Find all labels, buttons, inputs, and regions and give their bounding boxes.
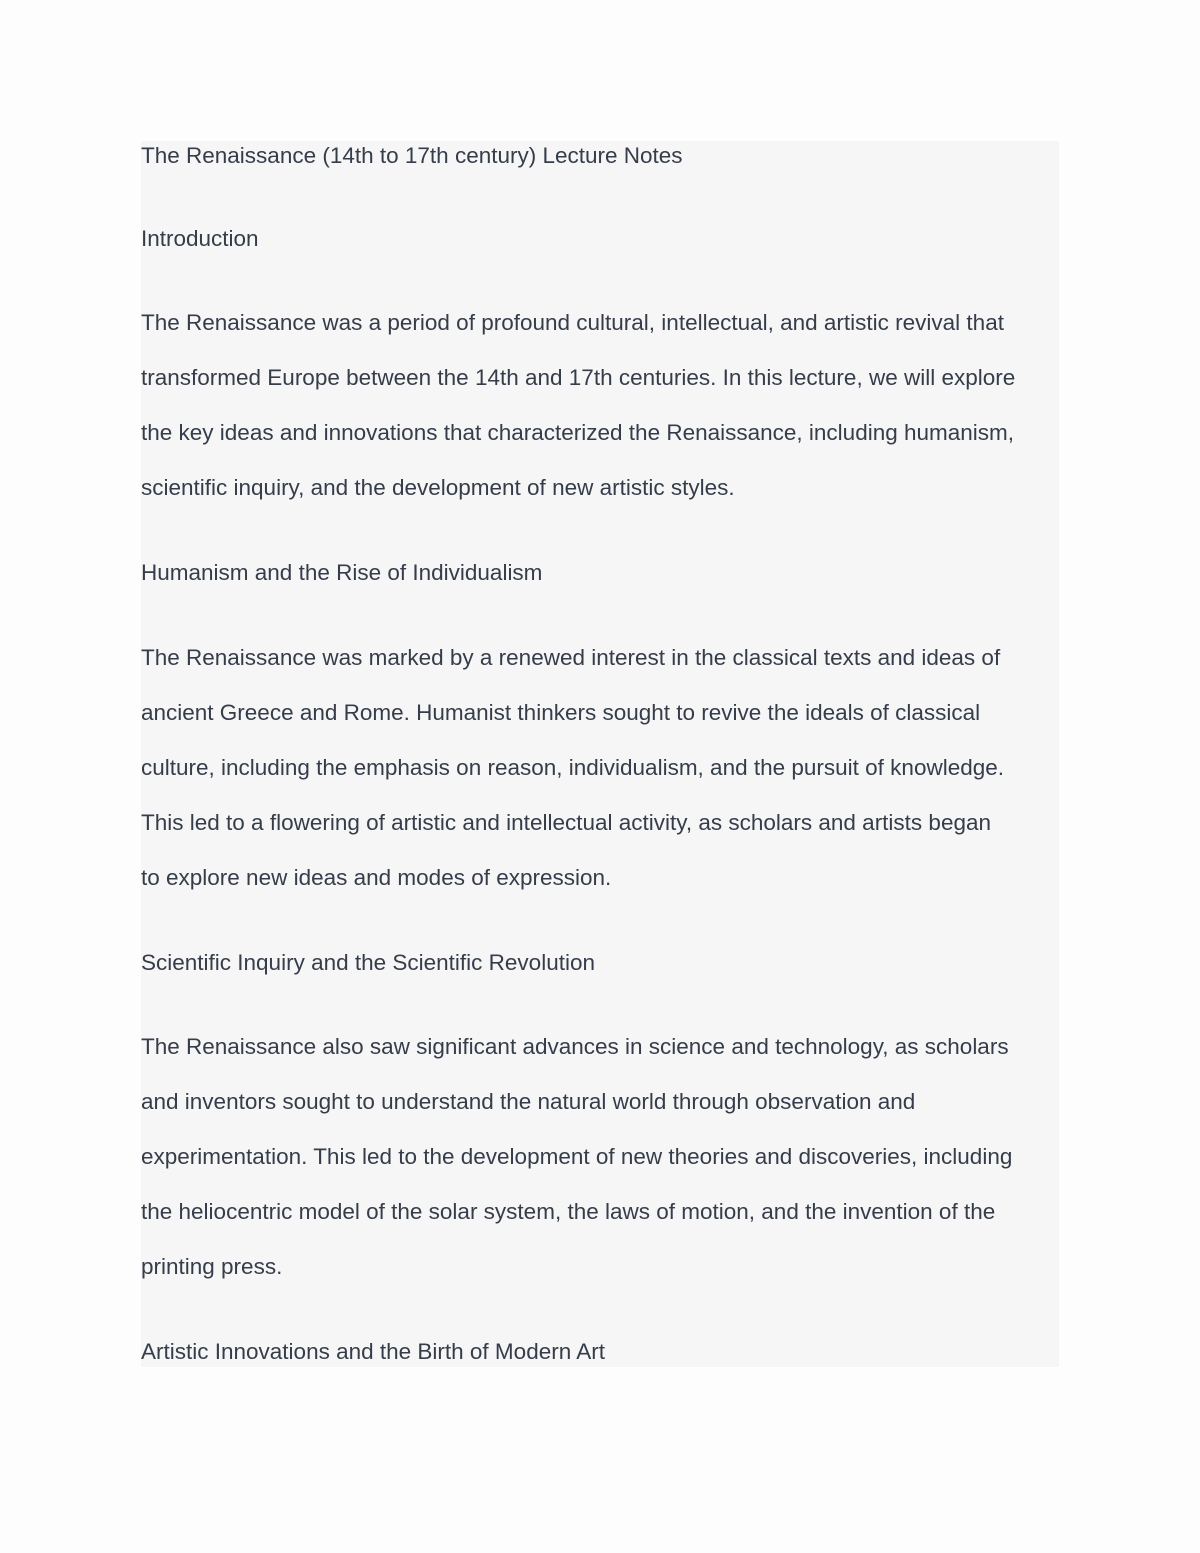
paragraph-line: The Renaissance was marked by a renewed interest in the classical texts and ideas of — [141, 645, 1001, 670]
section-heading-humanism: Humanism and the Rise of Individualism — [141, 560, 543, 585]
section-heading-scientific-inquiry: Scientific Inquiry and the Scientific Revolution — [141, 950, 595, 975]
document-body — [141, 141, 1059, 1367]
paragraph-line: experimentation. This led to the development of new theories and discoveries, including — [141, 1144, 1013, 1169]
paragraph-line: the heliocentric model of the solar system, the laws of motion, and the invention of the — [141, 1199, 996, 1224]
paragraph-line: ancient Greece and Rome. Humanist thinkers sought to revive the ideals of classical — [141, 700, 981, 725]
section-heading-introduction: Introduction — [141, 226, 259, 251]
paragraph-line: transformed Europe between the 14th and 17th centuries. In this lecture, we will explore — [141, 365, 1016, 390]
section-heading-artistic-innovations: Artistic Innovations and the Birth of Modern Art — [141, 1339, 605, 1364]
paragraph-line: culture, including the emphasis on reason, individualism, and the pursuit of knowledge. — [141, 755, 1005, 780]
paragraph-line: The Renaissance also saw significant advances in science and technology, as scholars — [141, 1034, 1009, 1059]
paragraph-line: printing press. — [141, 1254, 283, 1279]
paragraph-line: and inventors sought to understand the natural world through observation and — [141, 1089, 916, 1114]
paragraph-line: scientific inquiry, and the development of new artistic styles. — [141, 475, 735, 500]
paragraph-line: This led to a flowering of artistic and intellectual activity, as scholars and artists began — [141, 810, 992, 835]
paragraph-line: to explore new ideas and modes of expression. — [141, 865, 612, 890]
paragraph-line: the key ideas and innovations that characterized the Renaissance, including humanism, — [141, 420, 1015, 445]
document-title: The Renaissance (14th to 17th century) Lecture Notes — [141, 143, 683, 168]
paragraph-line: The Renaissance was a period of profound cultural, intellectual, and artistic revival that — [141, 310, 1004, 335]
